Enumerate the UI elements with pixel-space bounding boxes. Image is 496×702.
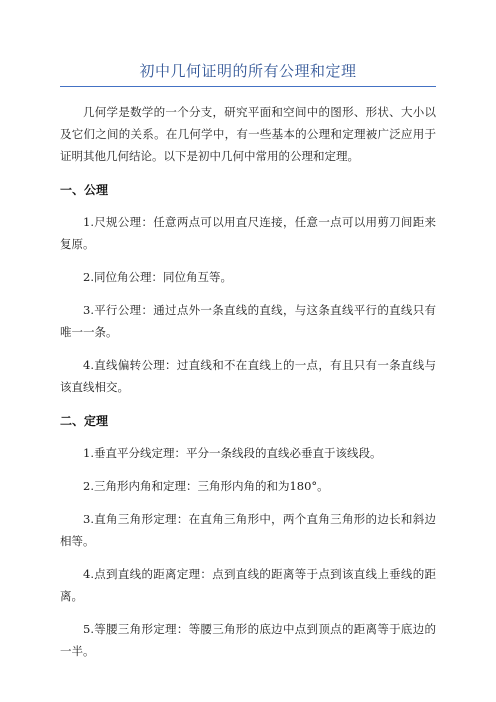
document-title: 初中几何证明的所有公理和定理 [139, 62, 357, 80]
theorem-item: 4.点到直线的距离定理：点到直线的距离等于点到该直线上垂线的距离。 [60, 567, 436, 603]
axiom-item: 3.平行公理：通过点外一条直线的直线，与这条直线平行的直线只有唯一一条。 [60, 303, 436, 339]
intro-paragraph: 几何学是数学的一个分支，研究平面和空间中的图形、形状、大小以及它们之间的关系。在几何学中，有一些基本的公理和定理被广泛应用于证明其他几何结论。以下是初中几何中常用的公理和定理。 [60, 105, 436, 163]
axiom-item: 2.同位角公理：同位角互等。 [83, 270, 232, 284]
theorem-item: 1.垂直平分线定理：平分一条线段的直线必垂直于该线段。 [83, 446, 382, 460]
title-underline [60, 86, 436, 87]
axiom-item: 4.直线偏转公理：过直线和不在直线上的一点，有且只有一条直线与该直线相交。 [60, 358, 436, 394]
section-heading-theorems: 二、定理 [60, 414, 109, 428]
theorem-item: 2.三角形内角和定理：三角形内角的和为180°。 [83, 479, 329, 493]
theorem-item: 5.等腰三角形定理：等腰三角形的底边中点到顶点的距离等于底边的一半。 [60, 622, 436, 658]
axiom-item: 1.尺规公理：任意两点可以用直尺连接，任意一点可以用剪刀间距来复原。 [60, 215, 436, 251]
theorem-item: 3.直角三角形定理：在直角三角形中，两个直角三角形的边长和斜边相等。 [60, 512, 436, 548]
section-heading-axioms: 一、公理 [60, 183, 109, 197]
